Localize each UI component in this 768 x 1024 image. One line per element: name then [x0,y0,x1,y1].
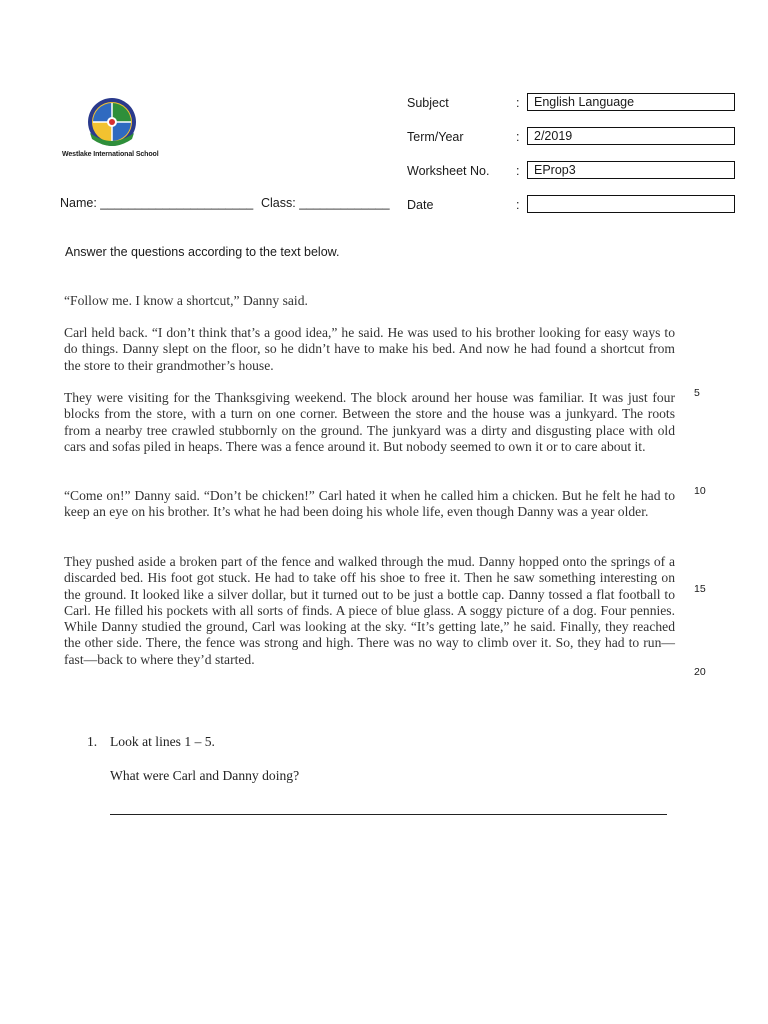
name-field[interactable]: Name: ______________________ [60,196,254,210]
date-row [407,195,737,217]
question-prompt: Look at lines 1 – 5. [110,734,215,749]
answer-line[interactable] [110,814,667,815]
subject-label: Subject [407,96,449,110]
date-label: Date [407,198,434,212]
subject-row [407,93,737,115]
line-number: 10 [694,485,706,497]
worksheet-field[interactable]: EProp3 [527,161,735,179]
colon: : [516,130,520,144]
school-name: Westlake International School [62,151,159,158]
passage-paragraph: “Come on!” Danny said. “Don’t be chicken!” Carl hated it when he called him a chicken. But he felt he had to keep an eye on his brother. It’s what he had been doing his whole life, even though Danny was a year older. [64,488,675,520]
line-number: 20 [694,666,706,678]
line-number: 15 [694,583,706,595]
line-number: 5 [694,387,700,399]
class-field[interactable]: Class: _____________ [261,196,390,210]
worksheet-row [407,161,737,183]
colon: : [516,96,520,110]
passage-paragraph: They pushed aside a broken part of the fence and walked through the mud. Danny hopped onto the springs of a discarded bed. His foot got stuck. He had to take off his shoe to free it. Then he saw something interesting on the ground. It looked like a silver dollar, but it turned out to be just a bottle cap. Danny tossed a flat football to Carl. He filled his pockets with all sorts of finds. A piece of blue glass. A soggy picture of a dog. Four pennies. While Danny studied the ground, Carl was looking at the sky. “It’s getting late,” he said. Finally, they reached the other side. There, the fence was strong and high. There was no way to climb over it. So, they had to run—fast—back to where they’d started. [64,554,675,667]
passage-paragraph: Carl held back. “I don’t think that’s a good idea,” he said. He was used to his brother looking for easy ways to do things. Danny slept on the floor, so he didn’t have to make his bed. And now he had found a shortcut from the store to their grandmother’s house. [64,325,675,373]
colon: : [516,198,520,212]
term-year-field[interactable]: 2/2019 [527,127,735,145]
worksheet-label: Worksheet No. [407,164,490,178]
term-year-row [407,127,737,149]
school-logo [62,97,162,163]
term-year-label: Term/Year [407,130,464,144]
subject-field[interactable]: English Language [527,93,735,111]
school-crest-icon [87,97,137,149]
colon: : [516,164,520,178]
passage-paragraph: “Follow me. I know a shortcut,” Danny said. [64,293,308,308]
question-text: What were Carl and Danny doing? [110,768,300,783]
passage-paragraph: They were visiting for the Thanksgiving weekend. The block around her house was familiar. It was just four blocks from the store, with a turn on one corner. Between the store and the house was a junkyard. The roots from a nearby tree crawled stubbornly on the ground. The junkyard was a dirty and disgusting place with old cars and sofas piled in heaps. There was a fence around it. But nobody seemed to own it or to care about it. [64,390,675,454]
date-field[interactable] [527,195,735,213]
instruction: Answer the questions according to the text below. [65,245,340,259]
question-number: 1. [87,734,98,749]
